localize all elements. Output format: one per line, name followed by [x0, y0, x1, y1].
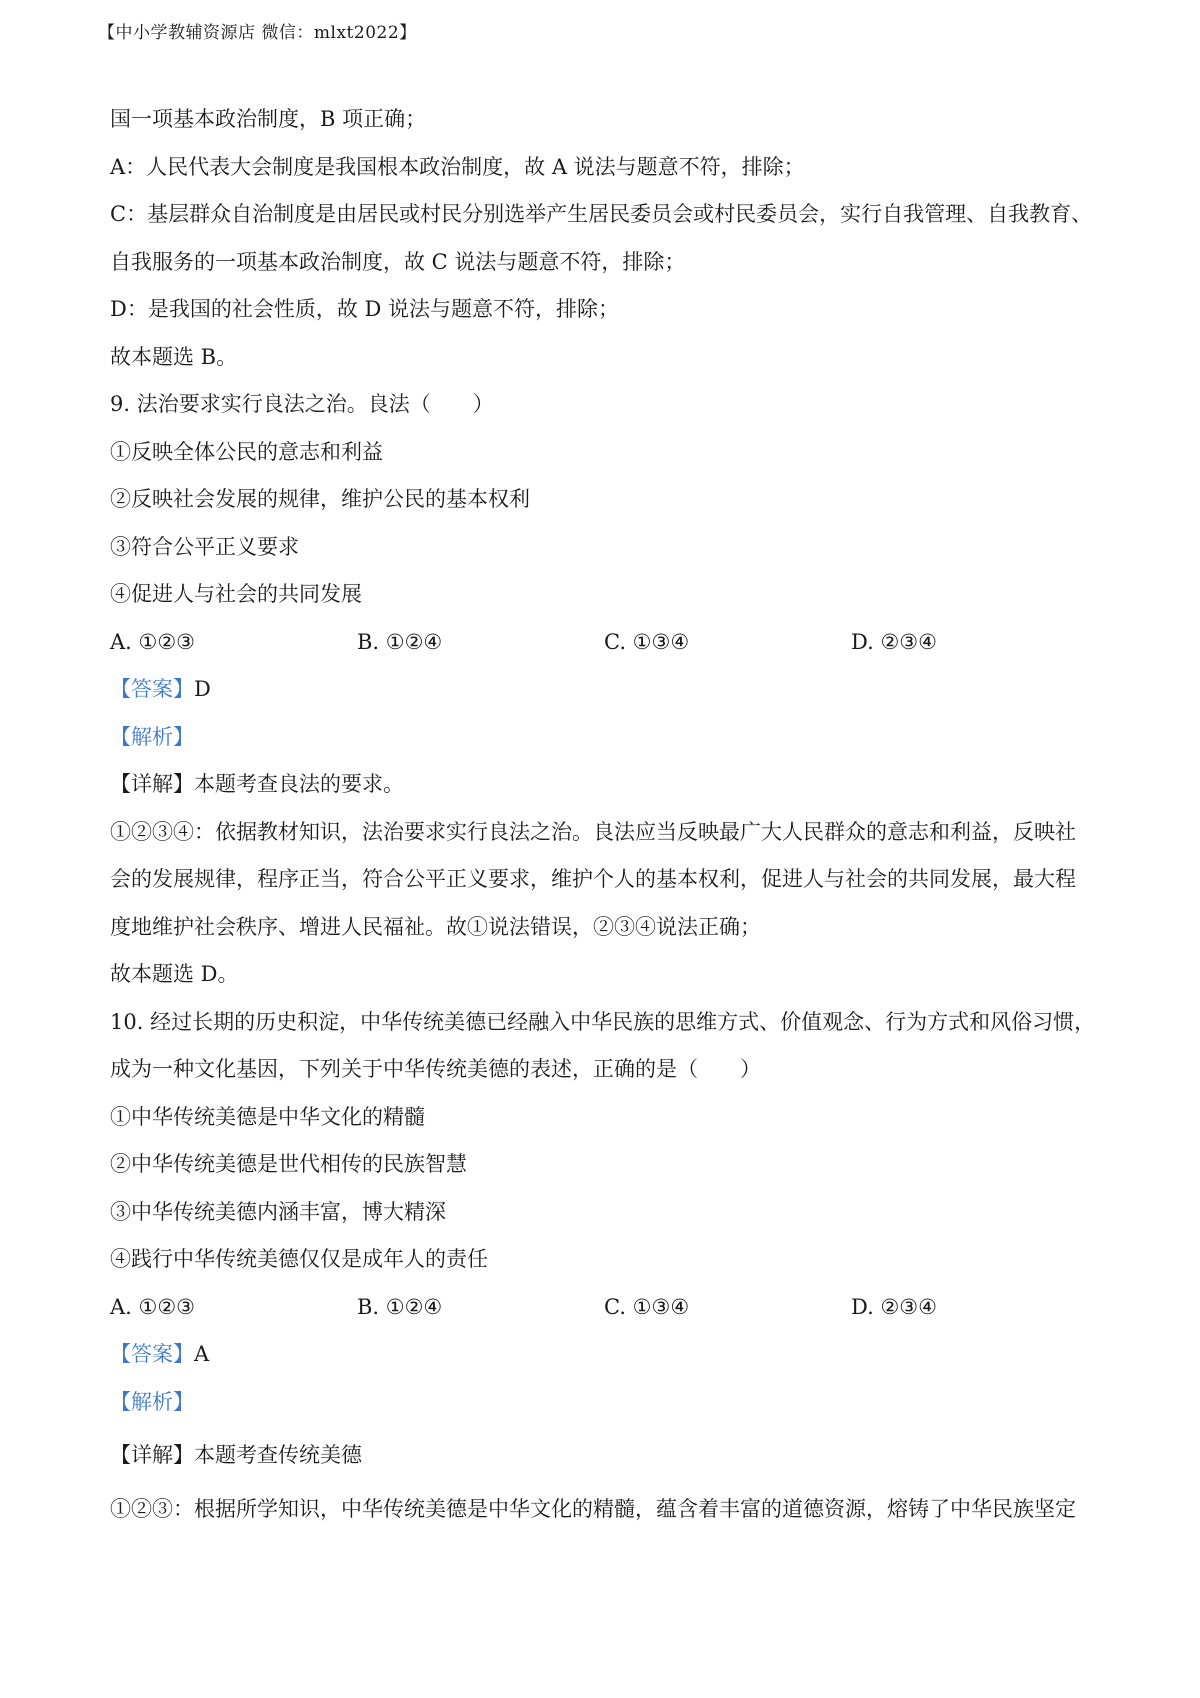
statement-item: ③符合公平正义要求: [110, 534, 299, 559]
statement-item: ①反映全体公民的意志和利益: [110, 439, 383, 464]
detail-line: 【详解】本题考查良法的要求。: [110, 772, 404, 796]
option-d: D. ②③④: [851, 1294, 937, 1319]
text-line: 故本题选 B。: [110, 344, 238, 369]
text-line: A：人民代表大会制度是我国根本政治制度，故 A 说法与题意不符，排除；: [110, 154, 805, 179]
statement-item: ④践行中华传统美德仅仅是成年人的责任: [110, 1247, 488, 1271]
question-stem: 10. 经过长期的历史积淀，中华传统美德已经融入中华民族的思维方式、价值观念、行为方式和风俗习惯，: [110, 1009, 1096, 1034]
option-c: C. ①③④: [604, 629, 690, 654]
text-line: 国一项基本政治制度，B 项正确；: [110, 107, 427, 131]
statement-item: ①中华传统美德是中华文化的精髓: [110, 1104, 425, 1129]
question-9: [110, 381, 1100, 999]
answer-value: A: [194, 1342, 210, 1366]
explanation-line: 度地维护社会秩序、增进人民福祉。故①说法错误，②③④说法正确；: [110, 914, 761, 939]
analysis-tag: 【解析】: [110, 1389, 194, 1414]
answer-line: [110, 1331, 1100, 1379]
analysis-line: [110, 714, 1100, 762]
analysis-line: [110, 1379, 1100, 1427]
question-10: [110, 999, 1100, 1534]
question-stem: 成为一种文化基因，下列关于中华传统美德的表述，正确的是（ ）: [110, 1057, 761, 1081]
analysis-tag: 【解析】: [110, 724, 194, 749]
option-d: D. ②③④: [851, 629, 937, 654]
statement-item: ④促进人与社会的共同发展: [110, 582, 362, 606]
explanation-line: 会的发展规律，程序正当，符合公平正义要求，维护个人的基本权利，促进人与社会的共同发展，最大程: [110, 867, 1076, 891]
answer-tag: 【答案】: [110, 677, 194, 701]
option-a: A. ①②③: [110, 629, 195, 654]
document-body: [110, 96, 1100, 1533]
detail-line: 【详解】本题考查传统美德: [110, 1443, 362, 1467]
option-b: B. ①②④: [357, 1294, 443, 1319]
text-line: 自我服务的一项基本政治制度，故 C 说法与题意不符，排除；: [110, 249, 686, 274]
option-a: A. ①②③: [110, 1294, 195, 1319]
text-line: C：基层群众自治制度是由居民或村民分别选举产生居民委员会或村民委员会，实行自我管理、自我教育、: [110, 202, 1093, 226]
option-b: B. ①②④: [357, 629, 443, 654]
answer-line: [110, 666, 1100, 714]
explanation-line: ①②③：根据所学知识，中华传统美德是中华文化的精髓，蕴含着丰富的道德资源，熔铸了中华民族坚定: [110, 1496, 1076, 1521]
previous-question-tail: [110, 96, 1100, 381]
text-line: D：是我国的社会性质，故 D 说法与题意不符，排除；: [110, 297, 620, 321]
answer-options: [110, 1284, 1100, 1332]
header-watermark-note: 【中小学教辅资源店 微信：mlxt2022】: [98, 23, 417, 43]
option-c: C. ①③④: [604, 1294, 690, 1319]
statement-item: ②反映社会发展的规律，维护公民的基本权利: [110, 487, 530, 511]
answer-value: D: [194, 677, 211, 701]
question-stem: 9. 法治要求实行良法之治。良法（ ）: [110, 392, 494, 416]
statement-item: ③中华传统美德内涵丰富，博大精深: [110, 1199, 446, 1224]
answer-options: [110, 619, 1100, 667]
statement-item: ②中华传统美德是世代相传的民族智慧: [110, 1152, 467, 1176]
explanation-line: 故本题选 D。: [110, 962, 239, 986]
answer-tag: 【答案】: [110, 1342, 194, 1366]
explanation-line: ①②③④：依据教材知识，法治要求实行良法之治。良法应当反映最广大人民群众的意志和利益，反映社: [110, 819, 1076, 844]
